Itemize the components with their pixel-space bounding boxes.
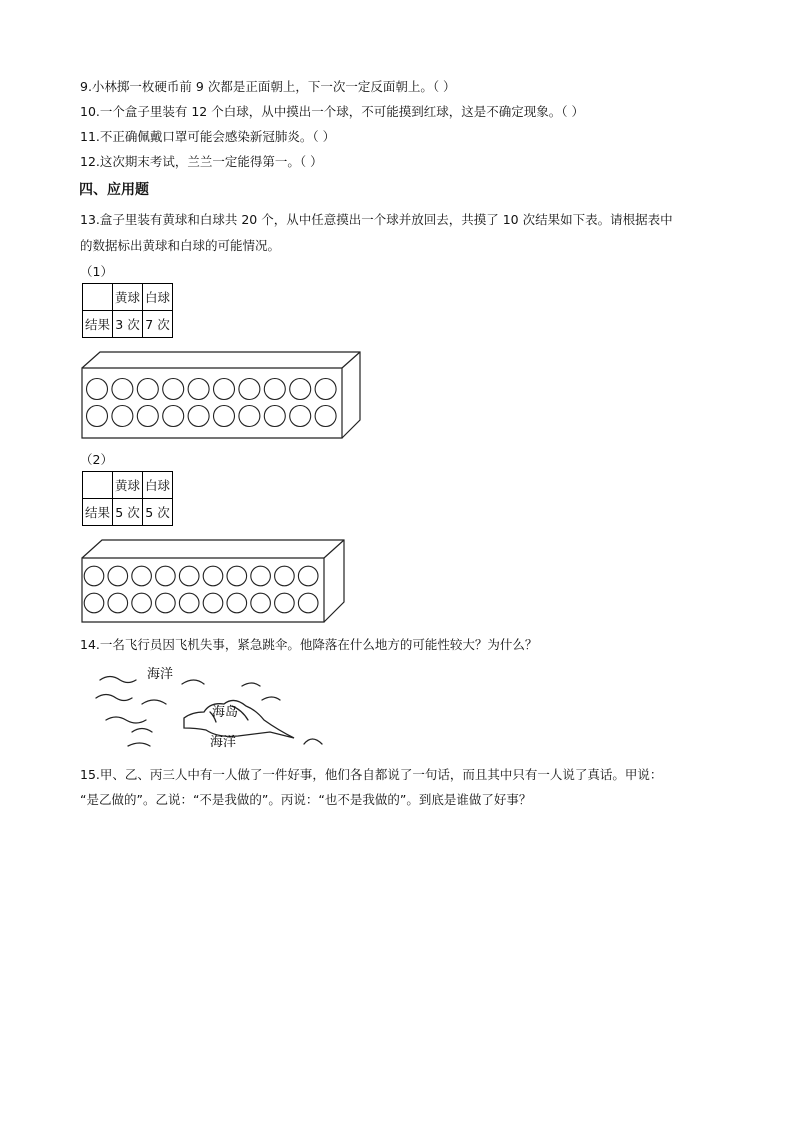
ball-circle bbox=[251, 593, 271, 613]
ball-circle bbox=[108, 566, 128, 586]
ball-circle bbox=[84, 566, 104, 586]
ball-circle bbox=[275, 566, 295, 586]
ball-circle bbox=[227, 566, 247, 586]
table-header-cell: 黄球 bbox=[113, 472, 143, 499]
question-14: 14.一名飞行员因飞机失事，紧急跳伞。他降落在什么地方的可能性较大？为什么？ bbox=[80, 637, 538, 652]
question-15-line-2: “是乙做的”。乙说：“不是我做的”。丙说：“也不是我做的”。到底是谁做了好事？ bbox=[80, 792, 532, 807]
ball-circle bbox=[275, 593, 295, 613]
table-cell: 5 次 bbox=[143, 499, 173, 526]
ball-circle bbox=[179, 593, 199, 613]
ball-circle bbox=[203, 566, 223, 586]
table-header-cell bbox=[83, 284, 113, 311]
ball-box-1 bbox=[80, 350, 362, 440]
ball-circle bbox=[188, 379, 209, 400]
ball-circle bbox=[87, 379, 108, 400]
ball-circle bbox=[214, 379, 235, 400]
table-header-cell bbox=[83, 472, 113, 499]
ball-circle bbox=[163, 406, 184, 427]
ball-circle bbox=[137, 379, 158, 400]
ball-circle bbox=[132, 593, 152, 613]
part-1-label: （1） bbox=[80, 264, 113, 279]
ocean-label-bottom: 海洋 bbox=[210, 735, 237, 750]
question-13-line-2: 的数据标出黄球和白球的可能情况。 bbox=[80, 238, 281, 253]
ball-circle bbox=[214, 406, 235, 427]
ball-circle bbox=[251, 566, 271, 586]
ball-circle bbox=[290, 379, 311, 400]
section-heading: 四、应用题 bbox=[79, 182, 149, 198]
ball-circle bbox=[137, 406, 158, 427]
ball-circle bbox=[156, 593, 176, 613]
ball-box-2 bbox=[80, 538, 346, 624]
ball-circle bbox=[227, 593, 247, 613]
part-2-label: （2） bbox=[80, 452, 113, 467]
ball-circle bbox=[298, 566, 318, 586]
ball-circle bbox=[203, 593, 223, 613]
ocean-label-top: 海洋 bbox=[147, 667, 174, 682]
question-15-line-1: 15.甲、乙、丙三人中有一人做了一件好事，他们各自都说了一句话，而且其中只有一人说了真话。甲说： bbox=[80, 767, 663, 782]
question-10: 10.一个盒子里装有 12 个白球，从中摸出一个球，不可能摸到红球，这是不确定现象。（ ） bbox=[80, 104, 584, 119]
ball-circle bbox=[112, 406, 133, 427]
ball-circle bbox=[87, 406, 108, 427]
ball-circle bbox=[108, 593, 128, 613]
ball-circle bbox=[156, 566, 176, 586]
table-header-cell: 白球 bbox=[143, 472, 173, 499]
ball-circle bbox=[315, 379, 336, 400]
result-table-1 bbox=[82, 283, 173, 338]
question-13-line-1: 13.盒子里装有黄球和白球共 20 个，从中任意摸出一个球并放回去，共摸了 10 次结果如下表。请根据表中 bbox=[80, 212, 673, 227]
ball-circle bbox=[84, 593, 104, 613]
ball-circle bbox=[264, 379, 285, 400]
table-row-label: 结果 bbox=[83, 499, 113, 526]
table-header-cell: 白球 bbox=[143, 284, 173, 311]
ball-circle bbox=[188, 406, 209, 427]
ball-circle bbox=[290, 406, 311, 427]
ball-circle bbox=[112, 379, 133, 400]
ball-circle bbox=[179, 566, 199, 586]
ball-circle bbox=[239, 406, 260, 427]
island-label: 海岛 bbox=[212, 705, 239, 720]
result-table-2 bbox=[82, 471, 173, 526]
question-9: 9.小林掷一枚硬币前 9 次都是正面朝上，下一次一定反面朝上。（ ） bbox=[80, 79, 456, 94]
table-cell: 7 次 bbox=[143, 311, 173, 338]
table-header-cell: 黄球 bbox=[113, 284, 143, 311]
ball-circle bbox=[239, 379, 260, 400]
table-row-label: 结果 bbox=[83, 311, 113, 338]
island-map bbox=[92, 660, 332, 752]
ball-circle bbox=[163, 379, 184, 400]
ball-circle bbox=[132, 566, 152, 586]
ball-circle bbox=[315, 406, 336, 427]
table-cell: 5 次 bbox=[113, 499, 143, 526]
table-cell: 3 次 bbox=[113, 311, 143, 338]
question-11: 11.不正确佩戴口罩可能会感染新冠肺炎。（ ） bbox=[80, 129, 336, 144]
ball-circle bbox=[298, 593, 318, 613]
question-12: 12.这次期末考试，兰兰一定能得第一。（ ） bbox=[80, 154, 323, 169]
ball-circle bbox=[264, 406, 285, 427]
